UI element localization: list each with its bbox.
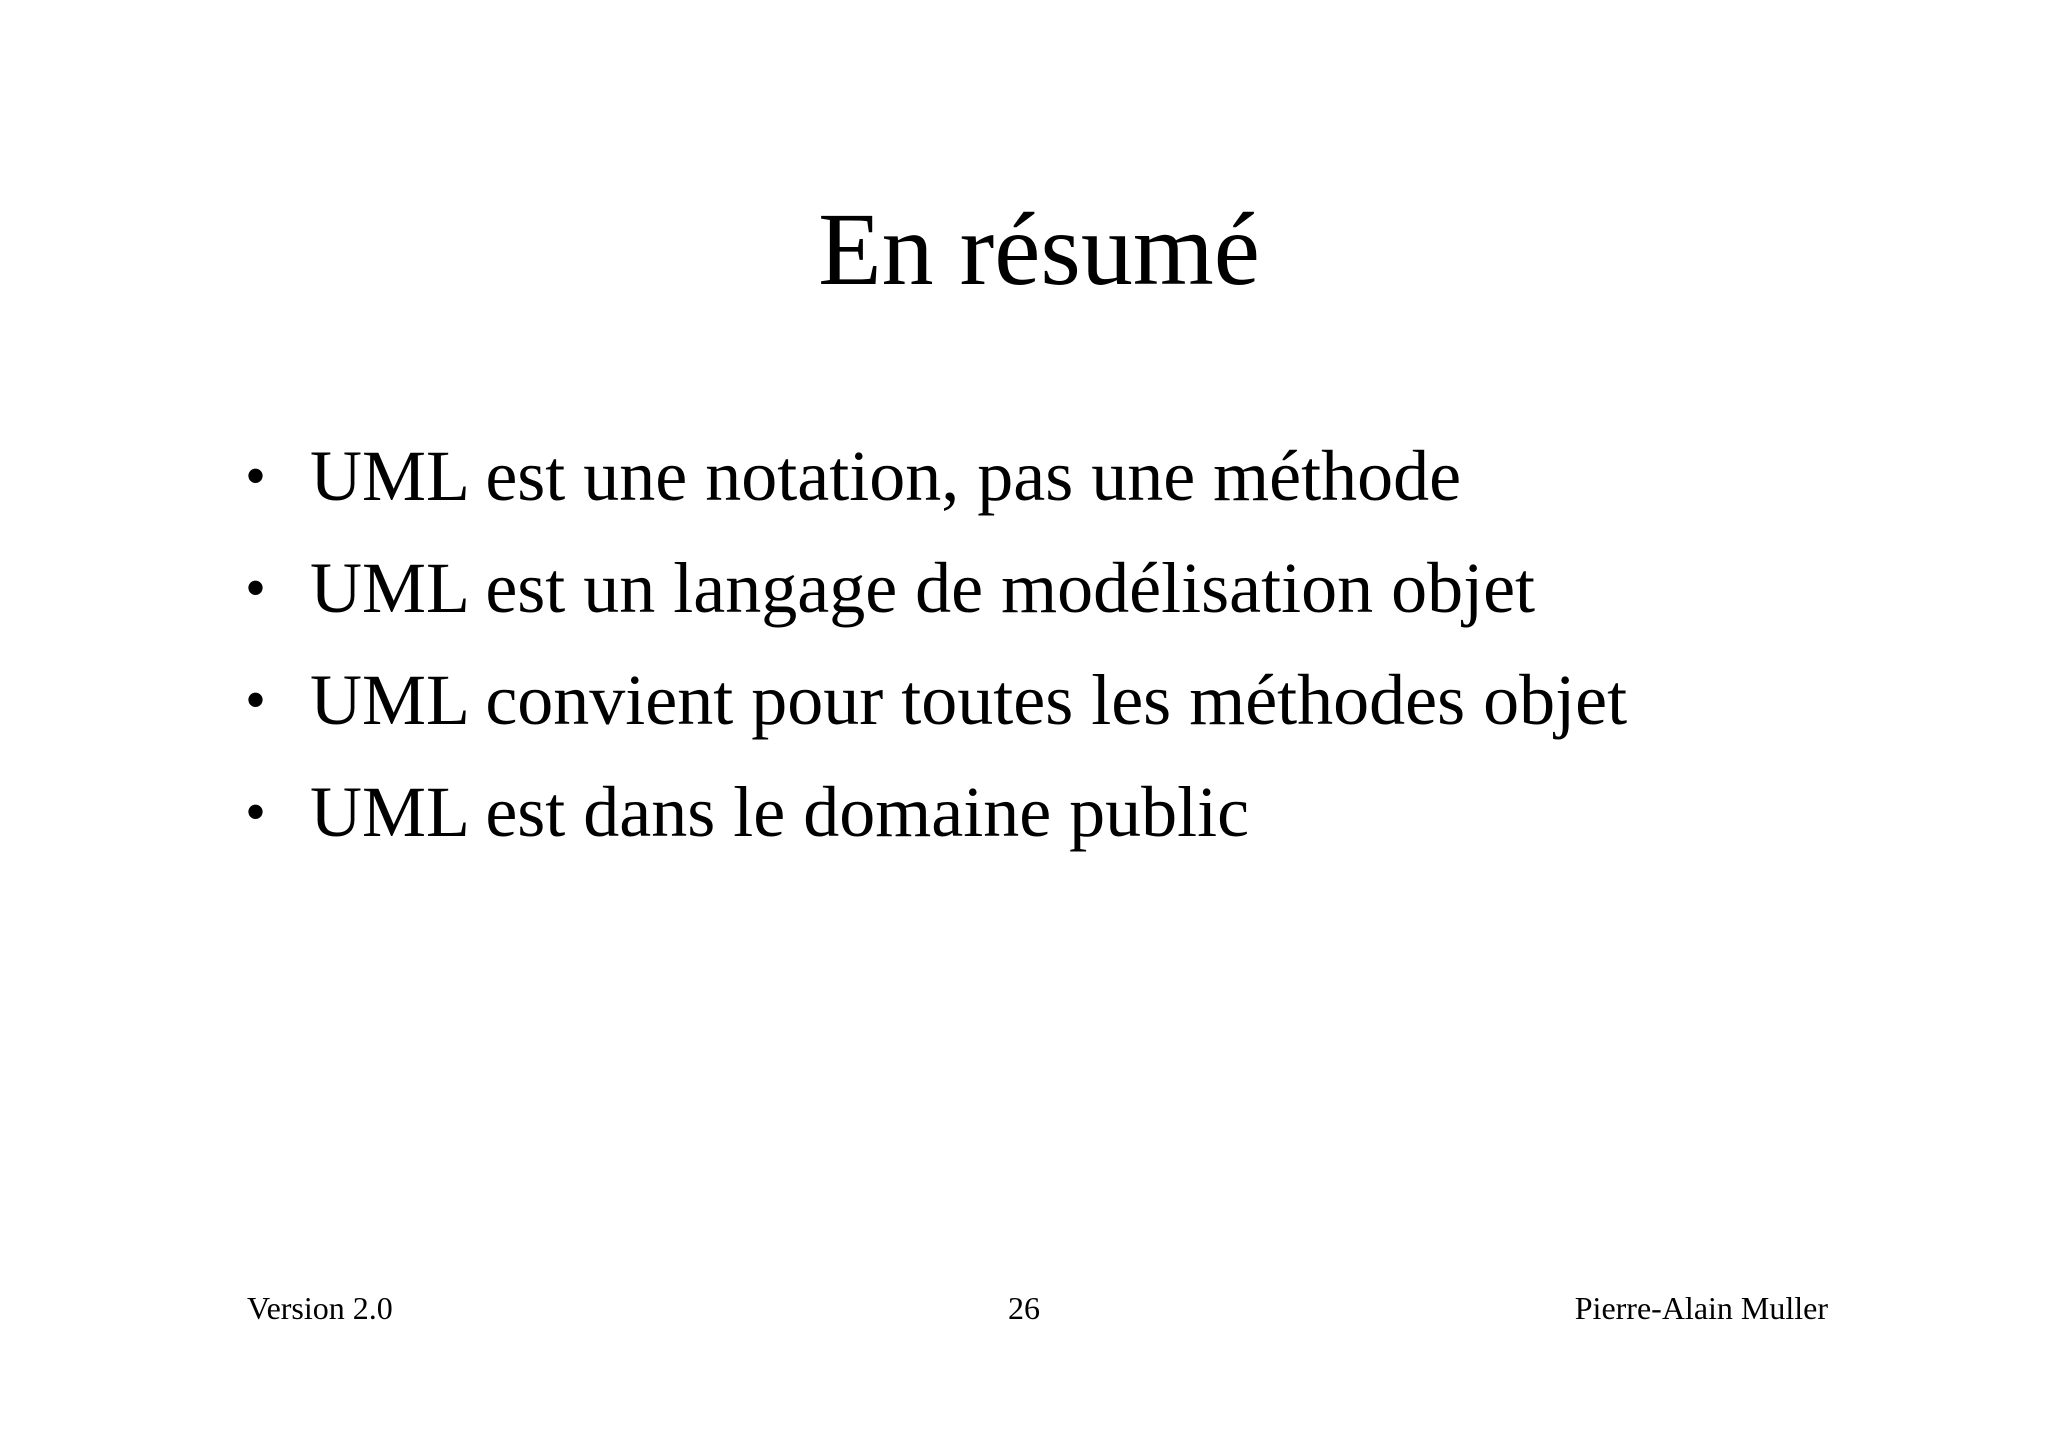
- bullet-text: UML est dans le domaine public: [310, 772, 1250, 852]
- bullet-text: UML est une notation, pas une méthode: [310, 436, 1462, 516]
- bullet-item: [245, 532, 1627, 644]
- slide-title: En résumé: [818, 192, 1260, 307]
- footer-author: Pierre-Alain Muller: [1574, 1290, 1828, 1326]
- bullet-icon: •: [245, 443, 267, 509]
- bullet-text: UML convient pour toutes les méthodes objet: [310, 660, 1628, 740]
- footer-page-number: 26: [1008, 1290, 1040, 1326]
- bullet-icon: •: [245, 555, 267, 621]
- bullet-icon: •: [245, 779, 267, 845]
- bullet-item: [245, 420, 1627, 532]
- bullet-text: UML est un langage de modélisation objet: [310, 548, 1536, 628]
- bullet-item: [245, 756, 1627, 868]
- bullet-list: [245, 420, 1627, 868]
- bullet-item: [245, 644, 1627, 756]
- footer-version: Version 2.0: [247, 1290, 393, 1326]
- bullet-icon: •: [245, 667, 267, 733]
